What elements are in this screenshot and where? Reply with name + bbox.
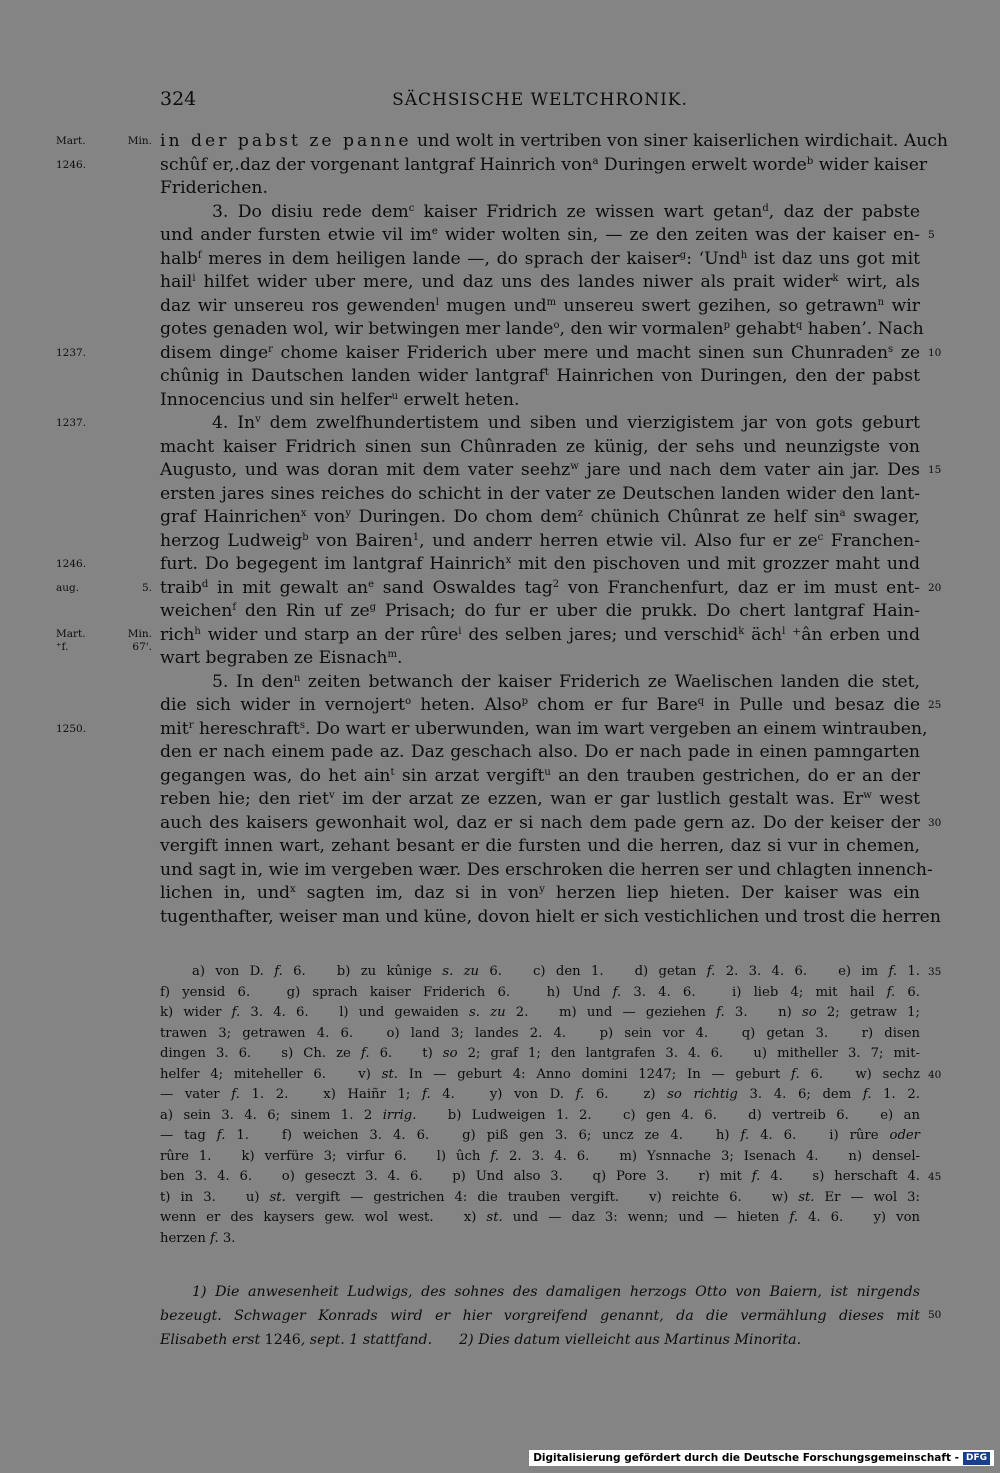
line-number: 20 [928,581,942,594]
main-text-block [56,130,948,929]
text-line [160,530,920,554]
margin-note: 1237. [56,417,87,429]
text-line-text: gotes genaden wol, wir betwingen mer lande$^o$, den wir vormalen$^p$ gehabt$^q$ haben’. Nach [160,319,924,339]
text-line [160,483,920,507]
text-line [160,647,920,671]
variant-note-line-text: ben 3. 4. 6. o) geseczt 3. 4. 6. p) Und also 3. q) Pore 3. r) mit f. 4. s) herschaft 4. [160,1169,920,1184]
variant-note-line [160,1147,920,1168]
margin-note: Mart. Min. ⁺f. 67'. [56,627,152,653]
variant-note-line-text: t) in 3. u) st. vergift — gestrichen 4: die trauben vergift. v) reichte 6. w) st. Er — wol 3: [160,1189,920,1205]
text-line-text: 3. Do disiu rede dem$^c$ kaiser Fridrich ze wissen wart getan$^d$, daz der pabste [212,201,920,222]
variant-note-line [160,1024,920,1045]
margin-note: Mart. Min. [56,135,152,147]
text-line-text: herzog Ludweig$^b$ von Bairen$^1$, und anderr herren etwie vil. Also fur er $ze^c$ Franchen- [160,530,920,551]
variant-note-line-text: herzen f. 3. [160,1230,236,1246]
variant-note-line-text: a) von D. f. 6. b) zu kûnige s. zu 6. c) den 1. d) getan f. 2. 3. 4. 6. e) im f. 1. [192,964,920,979]
text-line-text: den er nach einem pade az. Daz geschach also. Do er nach pade in einen pamngarten [160,742,920,762]
variant-notes-block [160,962,942,1249]
variant-note-line [160,1126,920,1147]
variant-note-line [160,1003,920,1024]
text-line-text: disem dinge$^r$ chome kaiser Friderich uber mere und macht sinen sun Chunraden$^s$ ze [160,342,920,363]
variant-note-line [160,1044,920,1065]
footer-text: Digitalisierung gefördert durch die Deutsche Forschungsgemeinschaft - [533,1452,959,1464]
text-line-text: tugenthafter, weiser man und küne, dovon hielt er sich vestichlichen und trost die herren [160,906,941,927]
line-number: 15 [928,464,942,476]
variant-note-line [160,1188,920,1209]
text-line-text: auch des kaisers gewonhait wol, daz er si nach dem pade gern az. Do der keiser der [160,812,920,833]
footnotes-block [160,1280,942,1352]
text-line-text: Augusto, und was doran mit dem vater seehz$^w$ jare und nach dem vater ain jar. Des [160,460,921,480]
variant-note-line [160,1065,942,1086]
text-line [160,318,924,342]
text-line [160,295,920,319]
text-line-text: weichen$^f$ den Rin uf $ze^g$ Prisach; do fur er uber die prukk. Do chert lantgraf Hain- [160,601,920,621]
text-line [160,906,941,930]
text-line [160,788,920,812]
text-line-text: ersten jares sines reiches do schicht in der vater ze Deutschen landen wider den lant- [160,483,920,504]
line-number: 30 [928,816,942,829]
margin-note: 1246. [56,558,87,570]
variant-note-line-text: — tag f. 1. f) weichen 3. 4. 6. g) piß gen 3. 6; uncz ze 4. h) f. 4. 6. i) rûre oder [160,1128,920,1143]
variant-note-line-text: trawen 3; getrawen 4. 6. o) land 3; landes 2. 4. p) sein vor 4. q) getan 3. r) disen [160,1025,920,1041]
line-number: 5 [928,229,935,241]
text-line [160,765,920,789]
variant-note-line [160,1167,942,1188]
text-line-text: und sagt in, wie im vergeben wær. Des erschroken die herren ser und chlagten innench- [160,859,933,880]
text-line [160,436,920,460]
text-line-text: vergift innen wart, zehant besant er die fursten und die herren, daz si vur in chemen, [160,836,920,856]
text-line [56,577,942,601]
text-line [160,600,920,624]
text-line-text: macht kaiser Fridrich sinen sun Chûnraden ze künig, der sehs und neunzigste von [160,436,920,457]
text-line-text: Friderichen. [160,178,268,198]
text-line [160,882,920,906]
page-number: 324 [160,88,197,110]
text-line-text: graf Hainrichen$^x$ von$^y$ Duringen. Do chom dem$^z$ chünich Chûnrat ze helf $\sin^a$ swager, [160,507,920,527]
text-line [56,342,942,366]
text-line-text: daz wir unsereu ros gewenden$^l$ mugen und$^m$ unsereu swert gezihen, so getrawn$^n$ wir [160,295,920,316]
text-line [160,859,933,883]
text-line-text: mit$^r$ hereschraft$^s$. Do wart er uberwunden, wan im wart vergeben an einem wintrauben, [160,718,928,739]
margin-note: 1246. [56,158,87,171]
footnote-line-text: 1) Die anwesenheit Ludwigs, des sohnes des damaligen herzogs Otto von Baiern, ist nirgends [192,1284,920,1300]
variant-note-line [160,983,920,1004]
text-line-text: schûf er,.daz der vorgenant lantgraf Hainrich von$^a$ Duringen erwelt worde$^b$ wider kaiser [160,154,928,175]
variant-note-line-text: — vater f. 1. 2. x) Haiñr 1; f. 4. y) von D. f. 6. z) so richtig 3. 4. 6; dem f. 1. 2. [160,1087,920,1102]
text-line [160,835,920,859]
text-line [56,154,928,178]
text-line [160,741,920,765]
footnote-line [160,1280,920,1304]
line-number: 40 [928,1068,942,1081]
variant-note-line [160,962,942,983]
text-line-text: in der pabst ze panne und wolt in vertriben von siner kaiserlichen wirdichait. Auch [160,131,948,151]
variant-note-line-text: f) yensid 6. g) sprach kaiser Friderich 6. h) Und f. 3. 4. 6. i) lieb 4; mit hail f. 6. [160,984,920,1000]
margin-note: 1237. [56,346,87,359]
digitization-footer [529,1450,994,1466]
text-line [160,694,942,718]
text-line [160,248,920,272]
text-line [160,224,935,248]
line-number: 25 [928,699,942,711]
variant-note-line [160,1085,920,1106]
variant-note-line-text: a) sein 3. 4. 6; sinem 1. 2 irrig. b) Ludweigen 1. 2. c) gen 4. 6. d) vertreib 6. e) an [160,1107,920,1123]
page-header [160,88,920,116]
text-line [56,624,921,653]
text-line-text: furt. Do begegent im lantgraf Hainrich$^x$ mit den pischoven und mit grozzer maht und [160,554,920,574]
footnote-line-text: Elisabeth erst 1246, sept. 1 stattfand. 2) Dies datum vielleicht aus Martinus Minorita. [160,1332,802,1348]
dfg-logo: DFG [963,1452,990,1465]
footnote-line [160,1328,920,1352]
variant-note-line [160,1229,920,1250]
footnote-line-text: bezeugt. Schwager Konrads wird er hier vorgreifend genannt, da die vermählung dieses mit [160,1308,920,1324]
variant-note-line-text: rûre 1. k) verfüre 3; virfur 6. l) ûch f. 2. 3. 4. 6. m) Ysnnache 3; Isenach 4. n) densel- [160,1148,921,1164]
text-line [160,365,920,389]
text-line [160,177,920,201]
text-line [160,812,942,836]
text-line-text: wart begraben ze Eisnach$^m$. [160,648,403,668]
variant-note-line-text: helfer 4; miteheller 6. v) st. In — geburt 4: Anno domini 1247; In — geburt f. 6. w) sechz [160,1066,920,1082]
text-line-text: und ander fursten etwie vil $im^e$ wider wolten sin, — ze den zeiten was der kaiser en- [160,225,920,245]
text-line [56,718,928,742]
text-line [160,389,920,413]
text-line-text: die sich wider in vernojert$^o$ heten. Also$^p$ chom er fur Bare$^q$ in Pulle und besaz die [160,695,921,715]
text-line-text: lichen in, und$^x$ sagten im, daz si in von$^y$ herzen liep hieten. Der kaiser was ein [160,883,920,903]
text-line-text: halb$^f$ meres in dem heiligen lande —, do sprach der kaiser$^g$: ‘Und$^h$ ist daz uns got mit [160,248,920,269]
text-line [160,201,920,225]
text-line-text: gegangen was, do het ain$^t$ sin arzat vergift$^u$ an den trauben gestrichen, do er an der [160,765,920,786]
footnote-line [160,1304,942,1328]
variant-note-line-text: wenn er des kaysers gew. wol west. x) st. und — daz 3: wenn; und — hieten f. 4. 6. y) von [160,1210,921,1225]
text-line-text: rich$^h$ wider und starp an der rûre$^i$ des selben jares; und verschid$^k$ äch$^l$ ⁺ân erben und [160,624,921,645]
variant-note-line [160,1208,920,1229]
text-line-text: traib$^d$ in mit gewalt $an^e$ sand Oswaldes tag$^2$ von Franchenfurt, daz er im must ent- [160,577,920,598]
text-line [160,506,920,530]
text-line-text: Innocencius und sin helfer$^u$ erwelt heten. [160,389,520,410]
text-line-text: chûnig in Dautschen landen wider lantgraf$^t$ Hainrichen von Duringen, den der pabst [160,366,921,386]
text-line [56,412,920,436]
line-number: 45 [928,1171,942,1183]
text-line [160,271,920,295]
text-line-text: 4. In$^v$ dem zwelfhundertistem und siben und vierzigistem jar von gots geburt [212,413,920,433]
text-line-text: reben hie; den riet$^v$ im der arzat ze ezzen, wan er gar lustlich gestalt was. Er$^w$ west [160,789,920,809]
line-number: 50 [928,1309,942,1321]
running-title: SÄCHSISCHE WELTCHRONIK. [392,90,688,110]
margin-note: aug. 5. [56,581,152,594]
text-line [160,671,920,695]
line-number: 10 [928,346,942,359]
text-line [160,459,942,483]
variant-note-line [160,1106,920,1127]
line-number: 35 [928,966,942,978]
variant-note-line-text: dingen 3. 6. s) Ch. ze f. 6. t) so 2; graf 1; den lantgrafen 3. 4. 6. u) mitheller 3. 7; mit- [160,1046,920,1061]
variant-note-line-text: k) wider f. 3. 4. 6. l) und gewaiden s. zu 2. m) und — geziehen f. 3. n) so 2; getraw 1; [160,1005,920,1020]
text-line-text: hail$^i$ hilfet wider uber mere, und daz uns des landes niwer als prait wider$^k$ wirt, als [160,272,920,292]
text-line [56,553,920,577]
text-line-text: 5. In den$^n$ zeiten betwanch der kaiser Friderich ze Waelischen landen die stet, [212,671,920,692]
text-line [56,130,948,154]
margin-note: 1250. [56,722,87,735]
